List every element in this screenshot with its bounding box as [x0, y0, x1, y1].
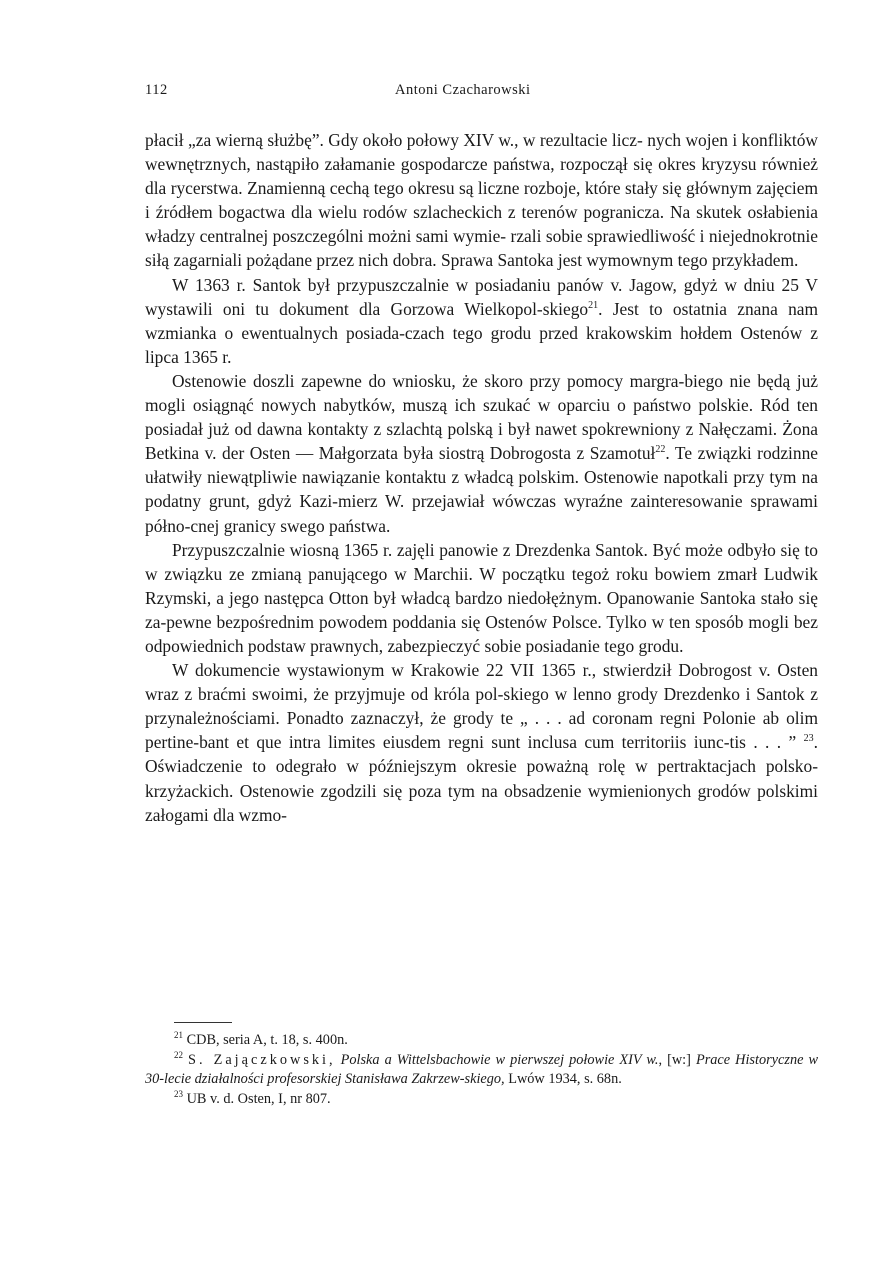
footnote-number: 21 [174, 1030, 183, 1041]
paragraph-2 [145, 273, 818, 369]
footnote-text: Lwów 1934, s. 68n. [508, 1071, 622, 1087]
paragraph-1-line: nych wojen i konfliktów wewnętrznych, nastąpiło załamanie gospodarcze [145, 130, 818, 175]
paragraph-1 [145, 128, 818, 273]
paragraph-3-text-b: . Te związki rodzinne ułatwiły niewątpliwie nawiązanie kontaktu z władcą polskim. Ostenowie napotkali przy tym na podatny grunt, gdyż Kazi-mierz W. przejawiał wówczas wyraźne zainteresowanie sprawami półno-cnej granicy swego państwa. [145, 443, 819, 536]
paragraph-1-line: rzali sobie sprawiedliwość i niejednokrotnie siłą zagarniali pożądane [145, 226, 818, 271]
paragraph-3 [145, 369, 818, 538]
footnotes [145, 1031, 818, 1109]
paragraph-1-line: i źródłem bogactwa dla wielu rodów szlacheckich z terenów pogranicza. [145, 202, 665, 223]
footnote-ref-23: 23 [803, 733, 814, 745]
paragraph-3-text-a: Ostenowie doszli zapewne do wniosku, że skoro przy pomocy margra-biego nie będą już mogli osiągnąć nowych nabytków, muszą ich szukać w oparciu o państwo polskie. Ród ten posiadał już od dawna kontakty z szlachtą polską i był nawet spokrewniony z Nałęczami. Żona Betkina v. der Osten — Małgorzata była siostrą Dobrogosta z Szamotuł [145, 370, 818, 464]
footnote-separator [174, 1022, 232, 1023]
paragraph-1-line: płacił „za wierną służbę”. Gdy około połowy XIV w., w rezultacie licz- [145, 130, 643, 150]
running-head-author: Antoni Czacharowski [395, 82, 531, 98]
footnote-title: Polska a Wittelsbachowie w pierwszej połowie XIV w. [340, 1051, 659, 1068]
footnote-23 [145, 1090, 818, 1110]
footnote-text: CDB, seria A, t. 18, s. 400n. [186, 1032, 348, 1048]
footnote-text: , [w:] [658, 1051, 691, 1068]
footnote-number: 22 [174, 1049, 183, 1060]
footnote-number: 23 [174, 1088, 183, 1099]
footnote-21 [145, 1031, 818, 1051]
footnote-22 [145, 1051, 818, 1090]
page-number: 112 [145, 82, 168, 98]
footnote-ref-21: 21 [588, 299, 599, 311]
footnote-author: S. Zajączkowski, [188, 1051, 336, 1068]
footnote-ref-22: 22 [655, 444, 666, 456]
paragraph-2-text-b: . Jest to ostatnia znana nam wzmianka o ewentualnych posiada-czach tego grodu przed krakowskim hołdem Ostenów z lipca 1365 r. [145, 298, 819, 367]
body-text [145, 128, 818, 827]
paragraph-4: Przypuszczalnie wiosną 1365 r. zajęli panowie z Drezdenka Santok. Być może odbyło się to w związku ze zmianą panującego w Marchii. W początku tegoż roku bowiem zmarł Ludwik Rzymski, a jego następca Otton był władcą bardzo niedołężnym. Opanowanie Santoka stało się za-pewne bezpośrednim powodem poddania się Ostenów Polsce. Tylko w ten sposób mogli bez odpowiednich podstaw prawnych, zabezpieczyć sobie posiadanie tego grodu. [145, 539, 818, 656]
paragraph-1-line: przez nich dobra. Sprawa Santoka jest wymownym tego przykładem. [316, 250, 799, 271]
paragraph-2-text-a: W 1363 r. Santok był przypuszczalnie w posiadaniu panów v. Jagow, gdyż w dniu 25 V wystawili oni tu dokument dla Gorzowa Wielkopol-skiego [145, 274, 818, 319]
footnote-title: Prace Historyczne w 30-lecie działalności profesorskiej Stanisława Zakrzew-skiego, [145, 1051, 819, 1087]
footnote-text: UB v. d. Osten, I, nr 807. [186, 1090, 331, 1107]
paragraph-1-line: Na skutek osłabienia władzy centralnej poszczególni możni sami wymie- [145, 202, 818, 247]
paragraph-5 [145, 658, 818, 827]
paragraph-5-text-a: W dokumencie wystawionym w Krakowie 22 VII 1365 r., stwierdził Dobrogost v. Osten wraz z braćmi swoimi, że przyjmuje od króla pol-skiego w lenno grody Drezdenko i Santok z przynależnościami. Ponadto zaznaczył, że grody te „ . . . ad coronam regni Polonie ab olim pertine-bant et que intra limites eiusdem regni sunt inclusa cum territoriis iunc-tis . . . ” [145, 660, 818, 753]
running-header [145, 82, 817, 102]
paragraph-5-text-b: . Oświadczenie to odegrało w późniejszym okresie poważną rolę w pertraktacjach polsko-krzyżackich. Ostenowie zgodzili się poza tym na obsadzenie wymienionych grodów polskimi załogami dla wzmo- [145, 732, 818, 825]
paragraph-1-line: cechą tego okresu są liczne rozboje, które stały się głównym zajęciem [329, 178, 818, 199]
paragraph-1-line: państwa, rozpoczął się okres kryzysu również dla rycerstwa. Znamienną [145, 154, 819, 199]
